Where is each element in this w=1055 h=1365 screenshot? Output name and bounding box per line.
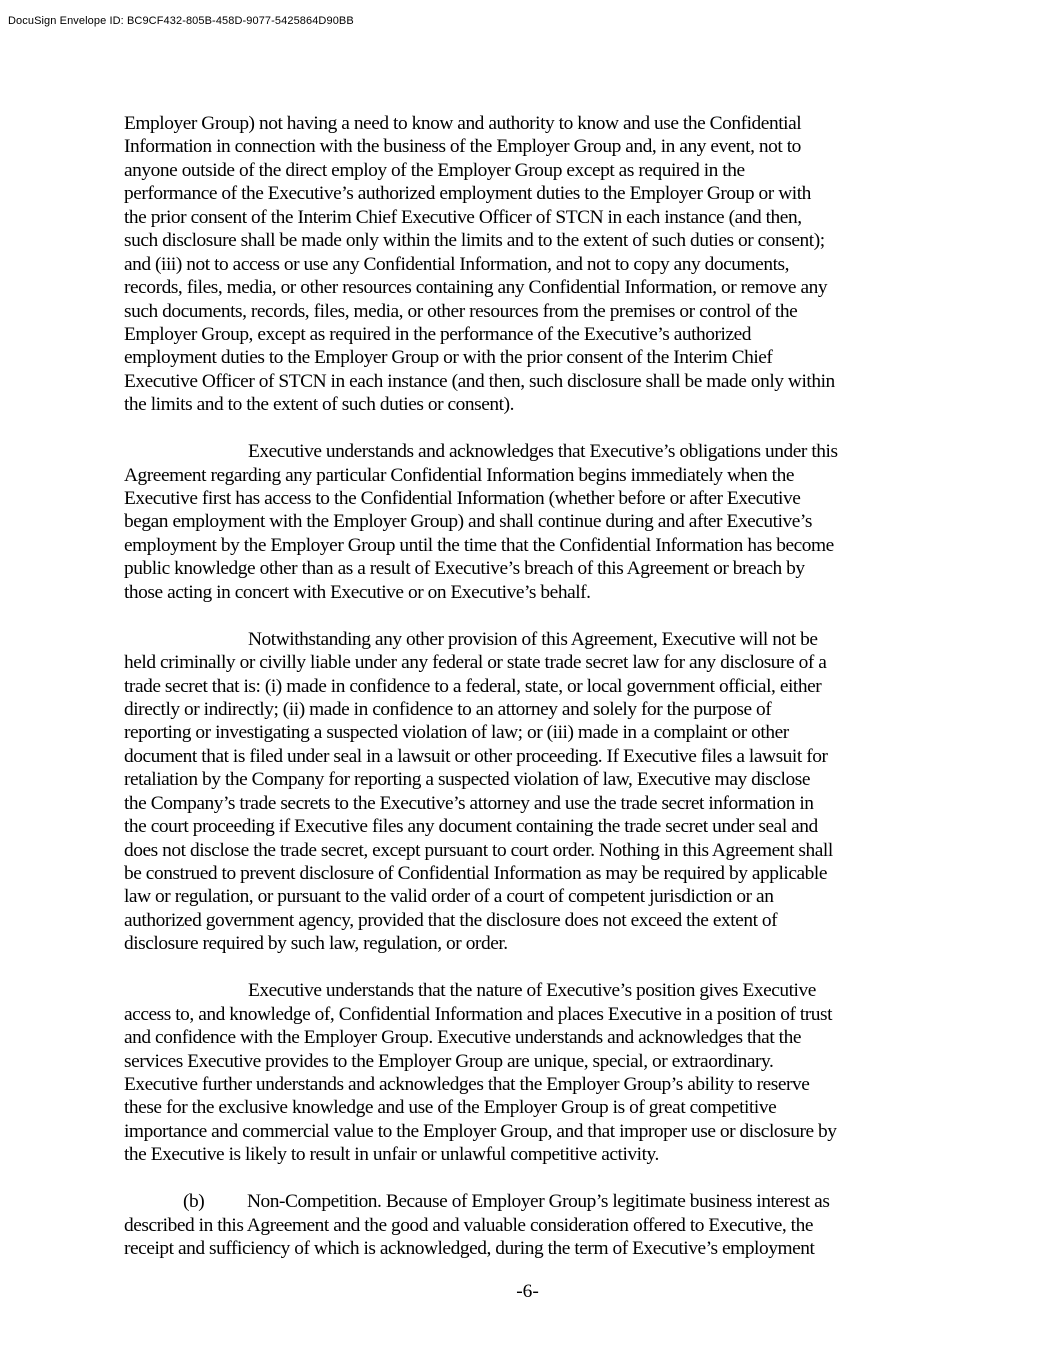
paragraph-position-of-trust bbox=[124, 979, 938, 1167]
text-line: Executive first has access to the Confidential Information (whether before or after Executive bbox=[124, 488, 801, 509]
text-line: reporting or investigating a suspected violation of law; or (iii) made in a complaint or other bbox=[124, 722, 789, 744]
text-line: Executive understands that the nature of Executive’s position gives Executive bbox=[248, 980, 816, 1002]
page-number: -6- bbox=[516, 1281, 539, 1302]
paragraph-spacer bbox=[124, 956, 938, 979]
text-line: the limits and to the extent of such duties or consent). bbox=[124, 394, 514, 416]
text-line: access to, and knowledge of, Confidential Information and places Executive in a position of trust bbox=[124, 1003, 833, 1025]
text-line: held criminally or civilly liable under any federal or state trade secret law for any disclosure of a bbox=[124, 652, 827, 674]
text-line: Employer Group, except as required in the performance of the Executive’s authorized bbox=[124, 323, 752, 345]
text-line: Employer Group) not having a need to know and authority to know and use the Confidential bbox=[124, 113, 802, 134]
text-line: does not disclose the trade secret, except pursuant to court order. Nothing in this Agreement shall bbox=[124, 839, 833, 861]
paragraph-confidentiality-continuation bbox=[124, 112, 938, 417]
text-line: the Executive is likely to result in unfair or unlawful competitive activity. bbox=[124, 1144, 659, 1166]
text-line: disclosure required by such law, regulation, or order. bbox=[124, 933, 508, 955]
text-line: document that is filed under seal in a lawsuit or other proceeding. If Executive files a lawsuit for bbox=[124, 745, 828, 767]
text-line: and (iii) not to access or use any Confidential Information, and not to copy any documents, bbox=[124, 253, 790, 275]
paragraph-spacer bbox=[124, 604, 938, 627]
text-line: records, files, media, or other resources containing any Confidential Information, or remove any bbox=[124, 277, 828, 299]
paragraph-spacer bbox=[124, 417, 938, 440]
text-line: such documents, records, files, media, or other resources from the premises or control of the bbox=[124, 300, 798, 322]
text-line: Notwithstanding any other provision of this Agreement, Executive will not be bbox=[248, 628, 818, 650]
text-line: described in this Agreement and the good and valuable consideration offered to Executive, the bbox=[124, 1214, 814, 1236]
text-line: trade secret that is: (i) made in confidence to a federal, state, or local government official, either bbox=[124, 675, 822, 697]
text-line: and confidence with the Employer Group. Executive understands and acknowledges that the bbox=[124, 1027, 801, 1049]
text-line: employment duties to the Employer Group or with the prior consent of the Interim Chief bbox=[124, 347, 773, 369]
text-line: Executive further understands and acknowledges that the Employer Group’s ability to reserve bbox=[124, 1073, 810, 1095]
text-line: receipt and sufficiency of which is acknowledged, during the term of Executive’s employment bbox=[124, 1238, 815, 1259]
document-body bbox=[124, 112, 938, 1260]
text-line: anyone outside of the direct employ of the Employer Group except as required in the bbox=[124, 159, 745, 181]
text-line: Executive Officer of STCN in each instance (and then, such disclosure shall be made only within bbox=[124, 370, 835, 392]
text-line: performance of the Executive’s authorized employment duties to the Employer Group or with bbox=[124, 183, 811, 205]
text-line: law or regulation, or pursuant to the valid order of a court of competent jurisdiction or an bbox=[124, 886, 774, 908]
section-label: (b) bbox=[183, 1191, 205, 1213]
text-line: Executive understands and acknowledges that Executive’s obligations under this bbox=[248, 441, 838, 463]
paragraph-spacer bbox=[124, 1167, 938, 1190]
text-line: Agreement regarding any particular Confidential Information begins immediately when the bbox=[124, 464, 794, 486]
text-line: services Executive provides to the Employer Group are unique, special, or extraordinary. bbox=[124, 1050, 774, 1072]
text-line: the court proceeding if Executive files any document containing the trade secret under seal and bbox=[124, 816, 818, 838]
text-line: be construed to prevent disclosure of Confidential Information as may be required by applicable bbox=[124, 863, 828, 884]
text-line: directly or indirectly; (ii) made in confidence to an attorney and solely for the purpose of bbox=[124, 698, 772, 720]
text-span: Non-Competition. Because of Employer Group’s legitimate business interest as bbox=[247, 1191, 830, 1213]
paragraph-obligations-duration bbox=[124, 440, 938, 604]
text-line: such disclosure shall be made only within the limits and to the extent of such duties or consent); bbox=[124, 230, 825, 252]
text-line: those acting in concert with Executive or on Executive’s behalf. bbox=[124, 581, 591, 603]
text-line: began employment with the Employer Group) and shall continue during and after Executive’s bbox=[124, 511, 812, 533]
text-line: Information in connection with the business of the Employer Group and, in any event, not to bbox=[124, 136, 801, 158]
text-line: the prior consent of the Interim Chief Executive Officer of STCN in each instance (and then, bbox=[124, 206, 802, 228]
text-line: authorized government agency, provided that the disclosure does not exceed the extent of bbox=[124, 909, 778, 931]
text-line bbox=[124, 1190, 938, 1213]
text-line: importance and commercial value to the Employer Group, and that improper use or disclosure by bbox=[124, 1120, 837, 1142]
text-line: the Company’s trade secrets to the Executive’s attorney and use the trade secret information in bbox=[124, 792, 814, 814]
docusign-envelope-id: DocuSign Envelope ID: BC9CF432-805B-458D-9077-5425864D90BB bbox=[8, 15, 354, 27]
text-line: public knowledge other than as a result of Executive’s breach of this Agreement or breach by bbox=[124, 558, 805, 580]
paragraph-trade-secret-immunity bbox=[124, 628, 938, 956]
text-line: these for the exclusive knowledge and use of the Employer Group is of great competitive bbox=[124, 1097, 777, 1119]
text-line: retaliation by the Company for reporting a suspected violation of law, Executive may disclose bbox=[124, 769, 810, 791]
text-line: employment by the Employer Group until the time that the Confidential Information has become bbox=[124, 534, 834, 556]
paragraph-non-competition bbox=[124, 1190, 938, 1260]
